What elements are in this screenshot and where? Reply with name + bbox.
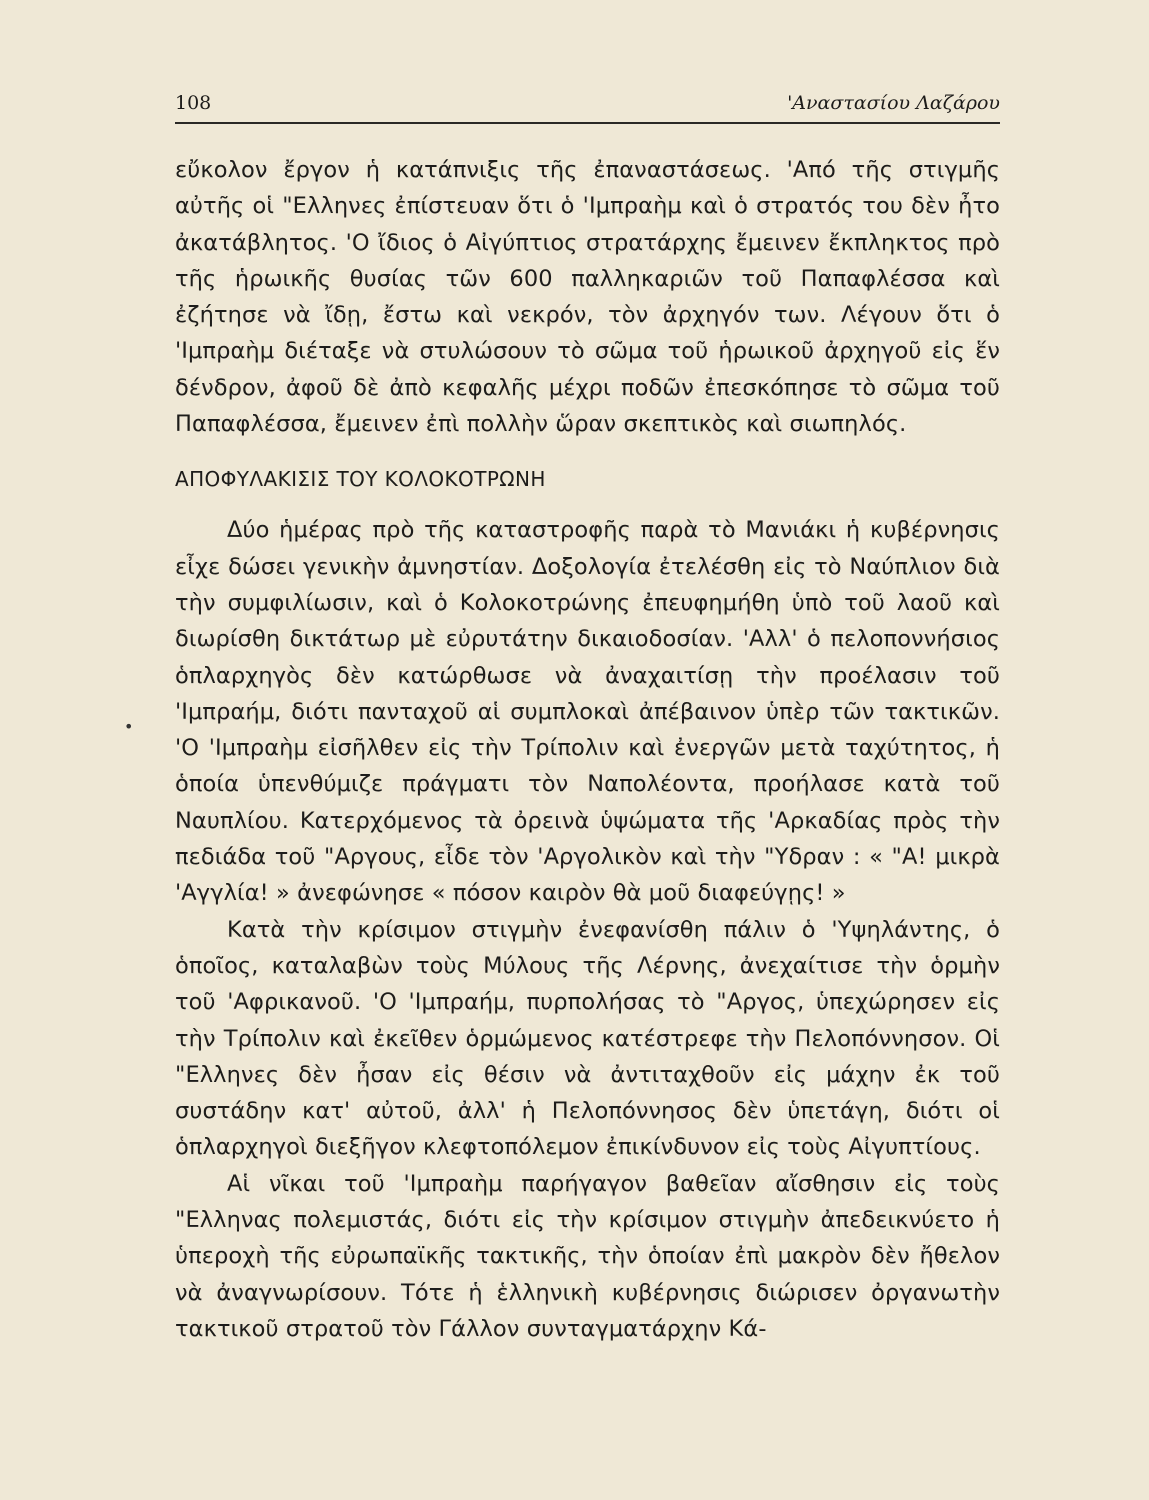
page-body: [175, 152, 1000, 1347]
paragraph: εὔκολον ἔργον ἡ κατάπνιξις τῆς ἐπαναστάσεως. 'Από τῆς στιγμῆς αὐτῆς οἱ "Ελληνες ἐπίστευαν ὅτι ὁ 'Ιμπραὴμ καὶ ὁ στρατός του δὲν ἦτο ἀκατάβλητος. 'Ο ἴδιος ὁ Αἰγύπτιος στρατάρχης ἔμεινεν ἔκπληκτος πρὸ τῆς ἡρωικῆς θυσίας τῶν 600 παλληκαριῶν τοῦ Παπαφλέσσα καὶ ἐζήτησε νὰ ἴδῃ, ἔστω καὶ νεκρόν, τὸν ἀρχηγόν των. Λέγουν ὅτι ὁ 'Ιμπραὴμ διέταξε νὰ στυλώσουν τὸ σῶμα τοῦ ἡρωικοῦ ἀρχηγοῦ εἰς ἕν δένδρον, ἀφοῦ δὲ ἀπὸ κεφαλῆς μέχρι ποδῶν ἐπεσκόπησε τὸ σῶμα τοῦ Παπαφλέσσα, ἔμεινεν ἐπὶ πολλὴν ὥραν σκεπτικὸς καὶ σιωπηλός.: [175, 157, 1000, 438]
page-number: 108: [175, 92, 212, 114]
section-title: ΑΠΟΦΥΛΑΚΙΣΙΣ ΤΟΥ ΚΟΛΟΚΟΤΡΩΝΗ: [175, 467, 546, 492]
paragraph: Δύο ἡμέρας πρὸ τῆς καταστροφῆς παρὰ τὸ Μανιάκι ἡ κυβέρνησις εἶχε δώσει γενικὴν ἀμνηστίαν. Δοξολογία ἐτελέσθη εἰς τὸ Ναύπλιον διὰ τὴν συμφιλίωσιν, καὶ ὁ Κολοκοτρώνης ἐπευφημήθη ὑπὸ τοῦ λαοῦ καὶ διωρίσθη δικτάτωρ μὲ εὐρυτάτην δικαιοδοσίαν. 'Αλλ' ὁ πελοποννήσιος ὁπλαρχηγὸς δὲν κατώρθωσε νὰ ἀναχαιτίσῃ τὴν προέλασιν τοῦ 'Ιμπραήμ, διότι πανταχοῦ αἱ συμπλοκαὶ ἀπέβαινον ὑπὲρ τῶν τακτικῶν. 'Ο 'Ιμπραὴμ εἰσῆλθεν εἰς τὴν Τρίπολιν καὶ ἐνεργῶν μετὰ ταχύτητος, ἡ ὁποία ὑπενθύμιζε πράγματι τὸν Ναπολέοντα, προήλασε κατὰ τοῦ Ναυπλίου. Κατερχόμενος τὰ ὀρεινὰ ὑψώματα τῆς 'Αρκαδίας πρὸς τὴν πεδιάδα τοῦ "Αργους, εἶδε τὸν 'Αργολικὸν καὶ τὴν "Υδραν : « "Α! μικρὰ 'Αγγλία! » ἀνεφώνησε « πόσον καιρὸν θὰ μοῦ διαφεύγῃς! »: [175, 517, 1000, 907]
margin-mark: •: [124, 717, 134, 736]
paragraph: Κατὰ τὴν κρίσιμον στιγμὴν ἐνεφανίσθη πάλιν ὁ 'Υψηλάντης, ὁ ὁποῖος, καταλαβὼν τοὺς Μύλους τῆς Λέρνης, ἀνεχαίτισε τὴν ὁρμὴν τοῦ 'Αφρικανοῦ. 'Ο 'Ιμπραήμ, πυρπολήσας τὸ "Αργος, ὑπεχώρησεν εἰς τὴν Τρίπολιν καὶ ἐκεῖθεν ὁρμώμενος κατέστρεφε τὴν Πελοπόννησον. Οἱ "Ελληνες δὲν ἦσαν εἰς θέσιν νὰ ἀντιταχθοῦν εἰς μάχην ἐκ τοῦ συστάδην κατ' αὐτοῦ, ἀλλ' ἡ Πελοπόννησος δὲν ὑπετάγη, διότι οἱ ὁπλαρχηγοὶ διεξῆγον κλεφτοπόλεμον ἐπικίνδυνον εἰς τοὺς Αἰγυπτίους.: [175, 916, 1000, 1161]
running-head: 'Αναστασίου Λαζάρου: [787, 92, 1000, 114]
paragraph: Αἱ νῖκαι τοῦ 'Ιμπραὴμ παρήγαγον βαθεῖαν αἴσθησιν εἰς τοὺς "Ελληνας πολεμιστάς, διότι εἰς τὴν κρίσιμον στιγμὴν ἀπεδεικνύετο ἡ ὑπεροχὴ τῆς εὐρωπαϊκῆς τακτικῆς, τὴν ὁποίαν ἐπὶ μακρὸν δὲν ἤθελον νὰ ἀναγνωρίσουν. Τότε ἡ ἑλληνικὴ κυβέρνησις διώρισεν ὀργανωτὴν τακτικοῦ στρατοῦ τὸν Γάλλον συνταγματάρχην Κά-: [175, 1170, 1000, 1342]
page-header: [175, 88, 1000, 124]
